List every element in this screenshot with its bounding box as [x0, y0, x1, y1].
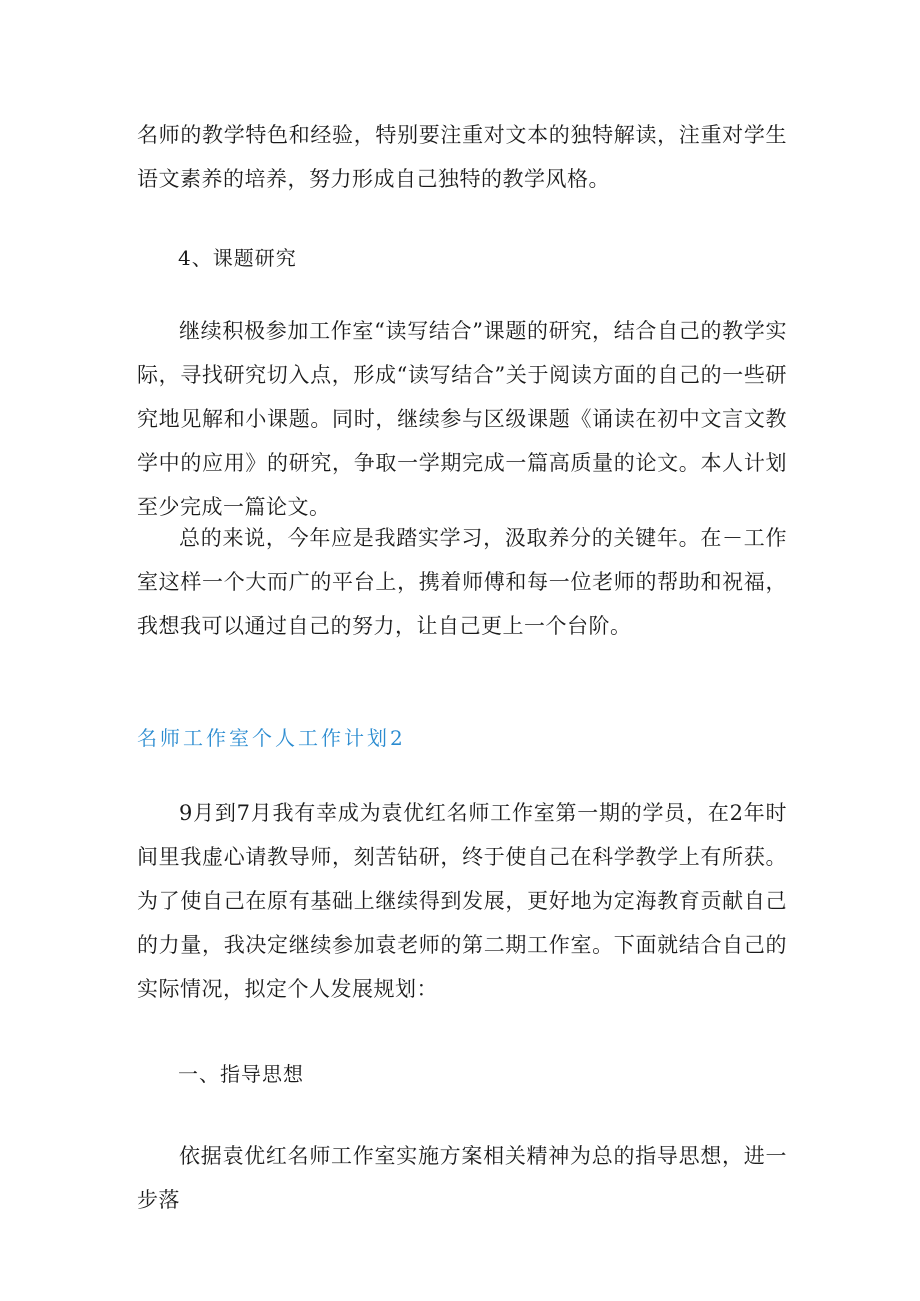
heading-research-topic: 4、课题研究 — [178, 246, 297, 270]
paragraph-guiding-ideology: 依据袁优红名师工作室实施方案相关精神为总的指导思想，进一步落 — [137, 1144, 787, 1212]
paragraph-development-plan: 9月到7月我有幸成为袁优红名师工作室第一期的学员，在2年时间里我虚心请教导师，刻苦钻研，终于使自己在科学教学上有所获。为了使自己在原有基础上继续得到发展，更好地为定海教育贡献自己的力量，我决定继续参加袁老师的第二期工作室。下面就结合自己的实际情况，拟定个人发展规划： — [137, 801, 787, 1001]
heading-guiding-ideology: 一、指导思想 — [178, 1062, 304, 1086]
paragraph-summary: 总的来说，今年应是我踏实学习，汲取养分的关键年。在－工作室这样一个大而广的平台上，携着师傅和每一位老师的帮助和祝福，我想我可以通过自己的努力，让自己更上一个台阶。 — [137, 526, 787, 638]
paragraph-research-plan: 继续积极参加工作室“读写结合”课题的研究，结合自己的教学实际，寻找研究切入点，形成“读写结合”关于阅读方面的自己的一些研究地见解和小课题。同时，继续参与区级课题《诵读在初中文言文教学中的应用》的研究，争取一学期完成一篇高质量的论文。本人计划至少完成一篇论文。 — [137, 319, 787, 519]
paragraph-teaching-style: 名师的教学特色和经验，特别要注重对文本的独特解读，注重对学生语文素养的培养，努力形成自己独特的教学风格。 — [137, 123, 787, 191]
section-title: 名师工作室个人工作计划2 — [137, 726, 406, 750]
